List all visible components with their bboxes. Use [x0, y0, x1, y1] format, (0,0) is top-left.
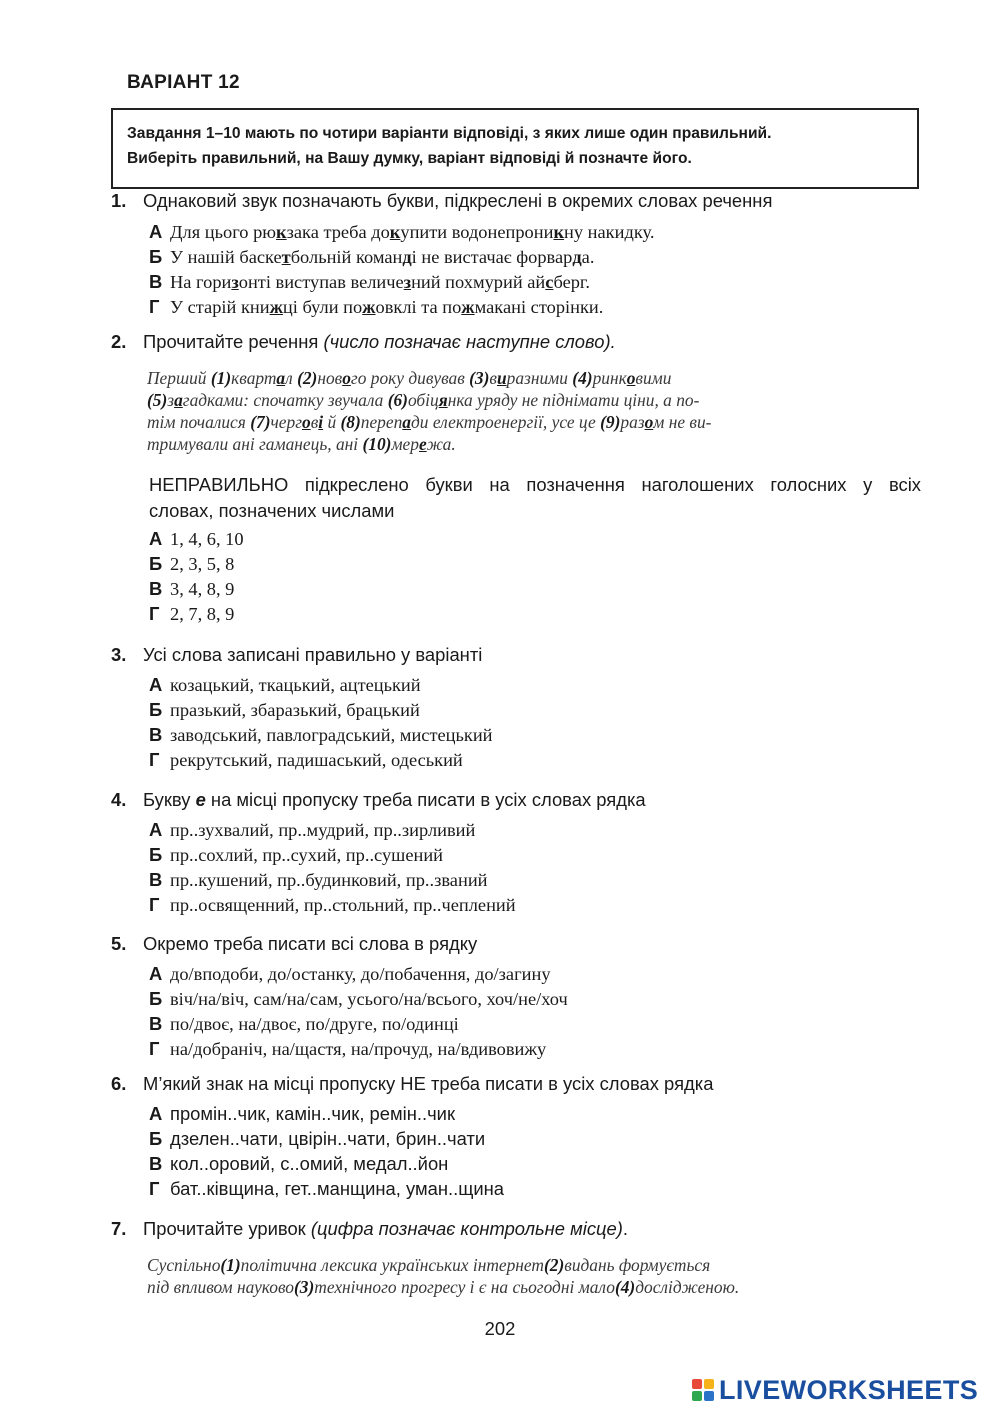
- option-h[interactable]: Г 2, 7, 8, 9: [149, 603, 235, 624]
- question-2-passage: Перший (1)квартал (2)нового року дивував (3)виразними (4)ринковими (5)загадками: спочатку звучала (6)обіцянка уряду не піднімати ціни, а по- тім почалися (7)чергові й (8)перепади електроенергії, усе це (9)разом не ви- тримували ані гаманець, ані (10)мережа.: [147, 368, 712, 454]
- logo-text: LIVEWORKSHEETS: [719, 1374, 979, 1405]
- option-b[interactable]: Б пр..сохлий, пр..сухий, пр..сушений: [149, 844, 444, 865]
- question-2-options: [149, 526, 244, 626]
- question-text: Прочитайте уривок: [143, 1218, 306, 1239]
- page-number: 202: [484, 1318, 516, 1339]
- option-b[interactable]: Б У нашій баскетбольній команді не вистачає форварда.: [149, 246, 595, 267]
- option-a[interactable]: А козацький, ткацький, ацтецький: [149, 674, 421, 695]
- option-a[interactable]: А промін..чик, камін..чик, ремін..чик: [149, 1103, 456, 1124]
- option-v[interactable]: В по/двоє, на/двоє, по/друге, по/одинці: [149, 1013, 459, 1034]
- question-text: Окремо треба писати всі слова в рядку: [143, 933, 478, 954]
- option-a[interactable]: А Для цього рюкзака треба докупити водонепроникну накидку.: [149, 221, 655, 242]
- option-b[interactable]: Б 2, 3, 5, 8: [149, 553, 235, 574]
- question-text: Однаковий звук позначають букви, підкреслені в окремих словах речення: [143, 190, 773, 211]
- question-number: 4.: [111, 789, 127, 810]
- option-h[interactable]: Г на/добраніч, на/щастя, на/прочуд, на/вдивовижу: [149, 1038, 547, 1059]
- option-a[interactable]: А 1, 4, 6, 10: [149, 528, 244, 549]
- option-b[interactable]: Б віч/на/віч, сам/на/сам, усього/на/всього, хоч/не/хоч: [149, 988, 568, 1009]
- question-4-options: [149, 817, 516, 917]
- question-number: 7.: [111, 1218, 127, 1239]
- question-6: [111, 1073, 713, 1095]
- logo-grid-icon: [692, 1379, 714, 1401]
- liveworksheets-logo[interactable]: [692, 1372, 978, 1408]
- question-2-prompt: НЕПРАВИЛЬНО підкреслено букви на позначення наголошених голосних у всіх словах, позначених числами: [149, 474, 921, 521]
- option-a[interactable]: А до/вподоби, до/останку, до/побачення, до/загину: [149, 963, 551, 984]
- question-2: [111, 331, 616, 353]
- option-h[interactable]: Г рекрутський, падишаський, одеський: [149, 749, 463, 770]
- question-number: 5.: [111, 933, 127, 954]
- question-text: М’який знак на місці пропуску НЕ треба писати в усіх словах рядка: [143, 1073, 714, 1094]
- option-h[interactable]: Г пр..освященний, пр..стольний, пр..чеплений: [149, 894, 516, 915]
- option-a[interactable]: А пр..зухвалий, пр..мудрий, пр..зирливий: [149, 819, 476, 840]
- variant-title: ВАРІАНТ 12: [127, 72, 240, 93]
- question-3-options: [149, 672, 493, 772]
- question-7-passage: Суспільно(1)політична лексика українських інтернет(2)видань формується під впливом науково(3)технічного прогресу і є на сьогодні мало(4)дослідженою.: [147, 1255, 740, 1297]
- question-text: Прочитайте речення: [143, 331, 319, 352]
- instructions-line-2: Виберіть правильний, на Вашу думку, варіант відповіді й позначте його.: [127, 150, 692, 167]
- question-number: 3.: [111, 644, 127, 665]
- question-1: [111, 190, 772, 212]
- option-v[interactable]: В 3, 4, 8, 9: [149, 578, 235, 599]
- option-v[interactable]: В пр..кушений, пр..будинковий, пр..званий: [149, 869, 488, 890]
- question-5: [111, 933, 477, 955]
- option-v[interactable]: В кол..оровий, с..омий, медал..йон: [149, 1153, 449, 1174]
- option-h[interactable]: Г У старій книжці були пожовклі та пожмакані сторінки.: [149, 296, 604, 317]
- instructions-box: [111, 108, 919, 189]
- option-v[interactable]: В На горизонті виступав величезний похмурий айсберг.: [149, 271, 590, 292]
- question-5-options: [149, 961, 568, 1061]
- question-3: [111, 644, 482, 666]
- instructions-line-1: Завдання 1–10 мають по чотири варіанти відповіді, з яких лише один правильний.: [127, 125, 772, 142]
- question-7: 7. Прочитайте уривок (цифра позначає контрольне місце).: [111, 1218, 629, 1239]
- question-number: 6.: [111, 1073, 127, 1094]
- question-number: 1.: [111, 190, 127, 211]
- question-note: (цифра позначає контрольне місце): [310, 1218, 623, 1239]
- question-6-options: [149, 1101, 504, 1201]
- question-note: (число позначає наступне слово).: [323, 331, 616, 352]
- question-number: 2.: [111, 331, 127, 352]
- option-b[interactable]: Б дзелен..чати, цвірін..чати, брин..чати: [149, 1128, 486, 1149]
- question-1-options: [149, 219, 654, 319]
- option-b[interactable]: Б празький, збаразький, брацький: [149, 699, 420, 720]
- question-4: 4. Букву е на місці пропуску треба писати в усіх словах рядка: [111, 789, 646, 810]
- highlight-letter: е: [195, 789, 206, 810]
- option-h[interactable]: Г бат..ківщина, гет..манщина, уман..щина: [149, 1178, 505, 1199]
- question-text: Усі слова записані правильно у варіанті: [143, 644, 483, 665]
- option-v[interactable]: В заводський, павлоградський, мистецький: [149, 724, 493, 745]
